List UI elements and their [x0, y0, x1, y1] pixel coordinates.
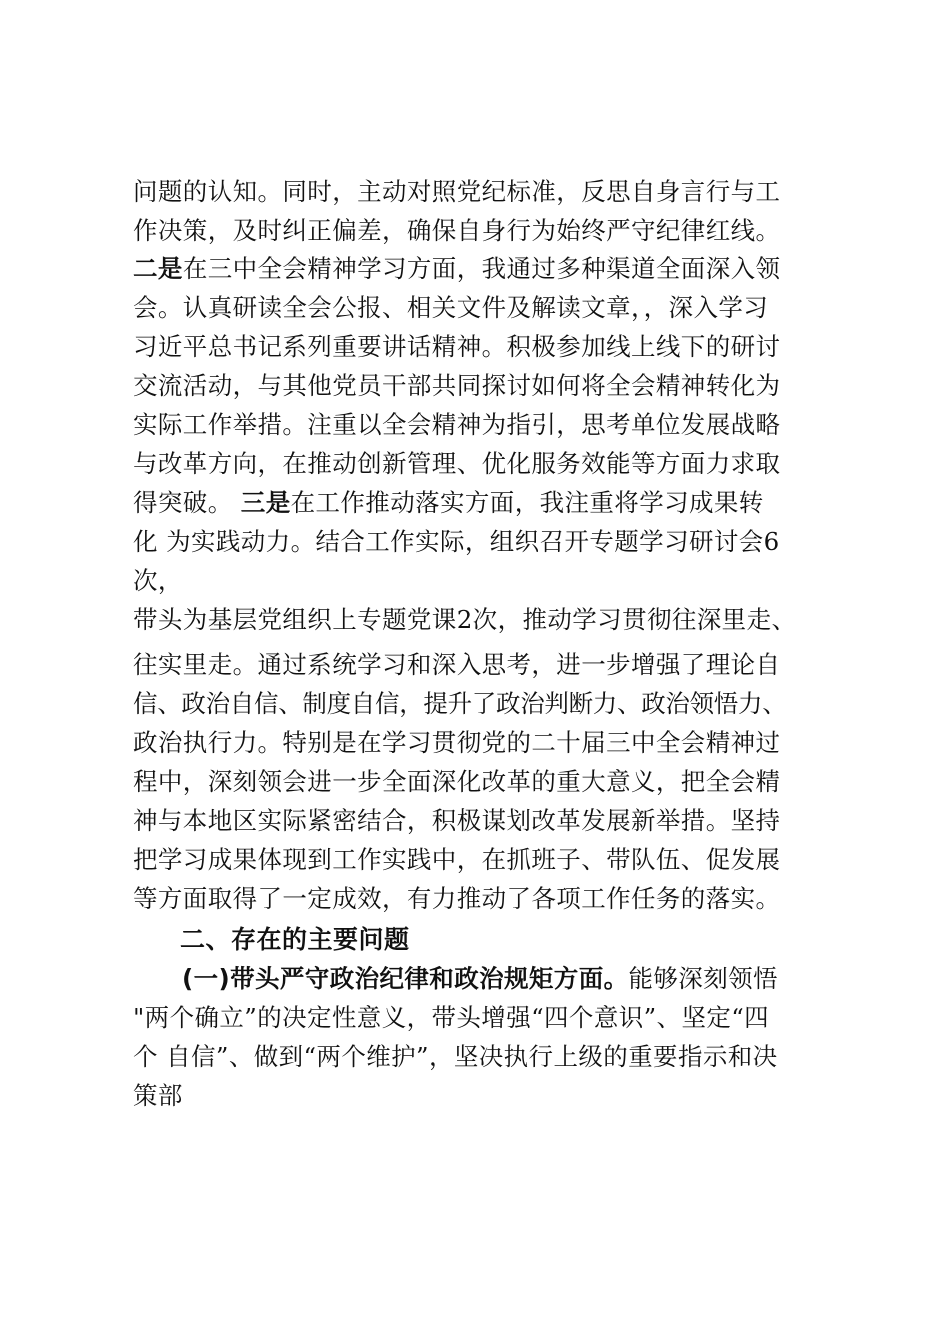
paragraph-line: 程中，深刻领会进一步全面深化改革的重大意义，把全会精	[133, 767, 781, 796]
lead-phrase: 三是	[240, 488, 291, 517]
paragraph-line: 习近平总书记系列重要讲话精神。积极参加线上线下的研讨	[133, 332, 781, 361]
line-text: 得突破。	[133, 488, 241, 517]
paragraph-line	[133, 254, 781, 283]
paragraph-line: 会。认真研读全会公报、相关文件及解读文章，，深入学习	[133, 293, 769, 322]
paragraph-line: 化 为实践动力。结合工作实际，组织召开专题学习研讨会6	[133, 527, 780, 556]
paragraph-line: 问题的认知。同时，主动对照党纪标准，反思自身言行与工	[133, 177, 781, 206]
paragraph-line: 个 自信”、做到“两个维护”，坚决执行上级的重要指示和决	[133, 1042, 778, 1071]
paragraph-line: 神与本地区实际紧密结合，积极谋划改革发展新举措。坚持	[133, 806, 781, 835]
paragraph-line: 政治执行力。特别是在学习贯彻党的二十届三中全会精神过	[133, 728, 781, 757]
paragraph-line: 往实里走。通过系统学习和深入思考，进一步增强了理论自	[133, 650, 781, 679]
sub-heading: (一)带头严守政治纪律和政治规矩方面。	[182, 964, 629, 993]
paragraph-line: 等方面取得了一定成效，有力推动了各项工作任务的落实。	[133, 884, 781, 913]
paragraph-line: 信、政治自信、制度自信，提升了政治判断力、政治领悟力、	[133, 689, 787, 718]
line-text: 在工作推动落实方面，我注重将学习成果转	[290, 488, 764, 517]
paragraph-line: 次，	[133, 566, 183, 595]
paragraph-line: "两个确立”的决定性意义，带头增强“四个意识”、坚定“四	[133, 1003, 770, 1032]
paragraph-line: 实际工作举措。注重以全会精神为指引，思考单位发展战略	[133, 410, 781, 439]
section-heading: 二、存在的主要问题	[180, 925, 410, 954]
paragraph-line: 把学习成果体现到工作实践中，在抓班子、带队伍、促发展	[133, 845, 781, 874]
lead-phrase: 二是	[133, 254, 183, 283]
paragraph-line: 交流活动，与其他党员干部共同探讨如何将全会精神转化为	[133, 371, 781, 400]
line-text: 能够深刻领悟	[628, 964, 778, 993]
paragraph-line: 作决策，及时纠正偏差，确保自身行为始终严守纪律红线。	[133, 216, 781, 245]
paragraph-line	[133, 488, 764, 517]
paragraph-line	[182, 964, 778, 993]
line-text: 在三中全会精神学习方面，我通过多种渠道全面深入领	[182, 254, 781, 283]
paragraph-line: 与改革方向，在推动创新管理、优化服务效能等方面力求取	[133, 449, 781, 478]
paragraph-line: 带头为基层党组织上专题党课2次，推动学习贯彻往深里走、	[133, 605, 797, 634]
paragraph-line: 策部	[133, 1081, 183, 1110]
